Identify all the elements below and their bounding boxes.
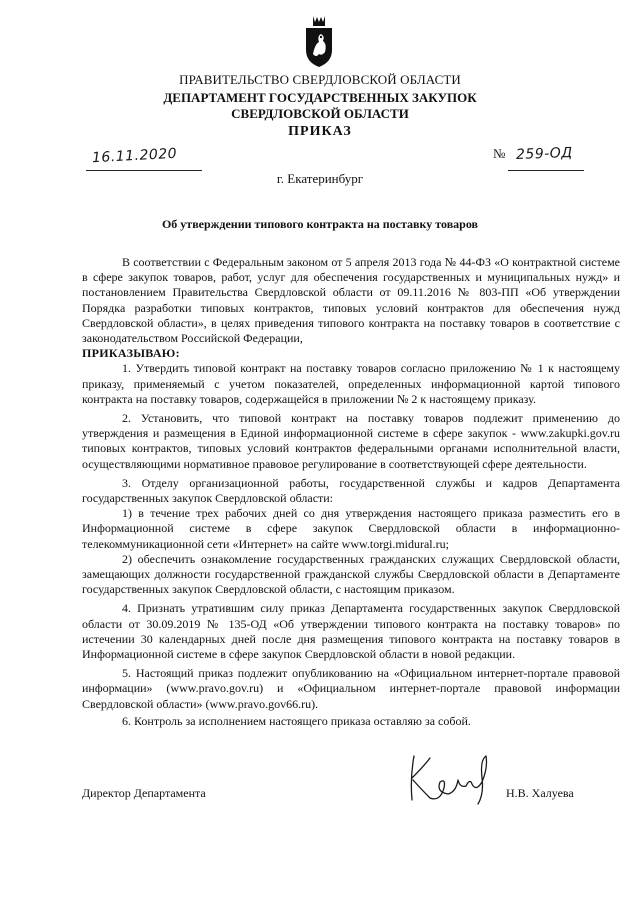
signatory-name: Н.В. Халуева — [506, 786, 574, 800]
document-body — [82, 255, 620, 729]
preamble-paragraph: В соответствии с Федеральным законом от 5 апреля 2013 года № 44-ФЗ «О контрактной системе в сфере закупок товаров, работ, услуг для обеспечения государственных и муниципальных нужд» и постановлением Правительства Свердловской области от 09.11.2016 № 803-ПП «Об утверждении Порядка разработки типовых контрактов, типовых условий контрактов для обеспечения нужд Свердловской области», в целях приведения типового контракта на поставку товаров в соответствие с законодательством Российской Федерации, — [82, 255, 620, 346]
number-label: № — [493, 146, 506, 161]
signatory-role: Директор Департамента — [82, 786, 206, 800]
department-region: СВЕРДЛОВСКОЙ ОБЛАСТИ — [231, 106, 409, 121]
document-title: Об утверждении типового контракта на поставку товаров — [161, 217, 479, 231]
handwritten-signature — [400, 748, 510, 808]
order-item-2: 2. Установить, что типовой контракт на поставку товаров подлежит применению до утверждения и размещения в Единой информационной системе в сфере закупок - www.zakupki.gov.ru типовых контрактов, типовых условий контрактов федеральными органами исполнительной власти, осуществляющими нормативное правовое регулирование в соответствующей сфере деятельности. — [82, 411, 620, 471]
order-item-1: 1. Утвердить типовой контракт на поставку товаров согласно приложению № 1 к настоящему приказу, применяемый с учетом показателей, определенных информационной картой типового контракта на поставку товаров, содержащейся в приложении № 2 к настоящему приказу. — [82, 361, 620, 406]
order-word: ПРИКАЗЫВАЮ: — [82, 346, 180, 361]
order-date: 16.11.2020 — [91, 145, 178, 167]
document-type: ПРИКАЗ — [288, 124, 352, 139]
coat-of-arms-emblem — [303, 14, 335, 68]
city: г. Екатеринбург — [276, 171, 364, 186]
order-item-5: 5. Настоящий приказ подлежит опубликованию на «Официальном интернет-портале правовой информации» (www.pravo.gov.ru) и «Официальном интернет-портале правовой информации Свердловской области» (www.pravo.gov66.ru). — [82, 666, 620, 711]
order-item-3: 3. Отделу организационной работы, государственной службы и кадров Департамента государственных закупок Свердловской области: — [82, 475, 620, 506]
government-name: ПРАВИТЕЛЬСТВО СВЕРДЛОВСКОЙ ОБЛАСТИ — [179, 72, 461, 87]
order-item-4: 4. Признать утратившим силу приказ Департамента государственных закупок Свердловской области от 30.09.2019 № 135-ОД «Об утверждении типового контракта на поставку товаров» по истечении 30 календарных дней после дня размещения типового контракта на поставку товаров в Информационной системе в сфере закупок Свердловской области в новой редакции. — [82, 601, 620, 662]
order-number: 259-ОД — [515, 145, 573, 163]
order-subitem-3-2: 2) обеспечить ознакомление государственных гражданских служащих Свердловской области, замещающих должности государственной гражданской службы Свердловской области в Департаменте государственных закупок Свердловской области, с настоящим приказом. — [82, 551, 620, 597]
order-subitem-3-1: 1) в течение трех рабочих дней со дня утверждения настоящего приказа разместить его в Информационной системе в сфере закупок Свердловской области в информационно-телекоммуникационной сети «Интернет» на сайте www.torgi.midural.ru; — [82, 506, 620, 551]
department-name: ДЕПАРТАМЕНТ ГОСУДАРСТВЕННЫХ ЗАКУПОК — [163, 90, 477, 105]
order-item-6: 6. Контроль за исполнением настоящего приказа оставляю за собой. — [122, 713, 471, 728]
